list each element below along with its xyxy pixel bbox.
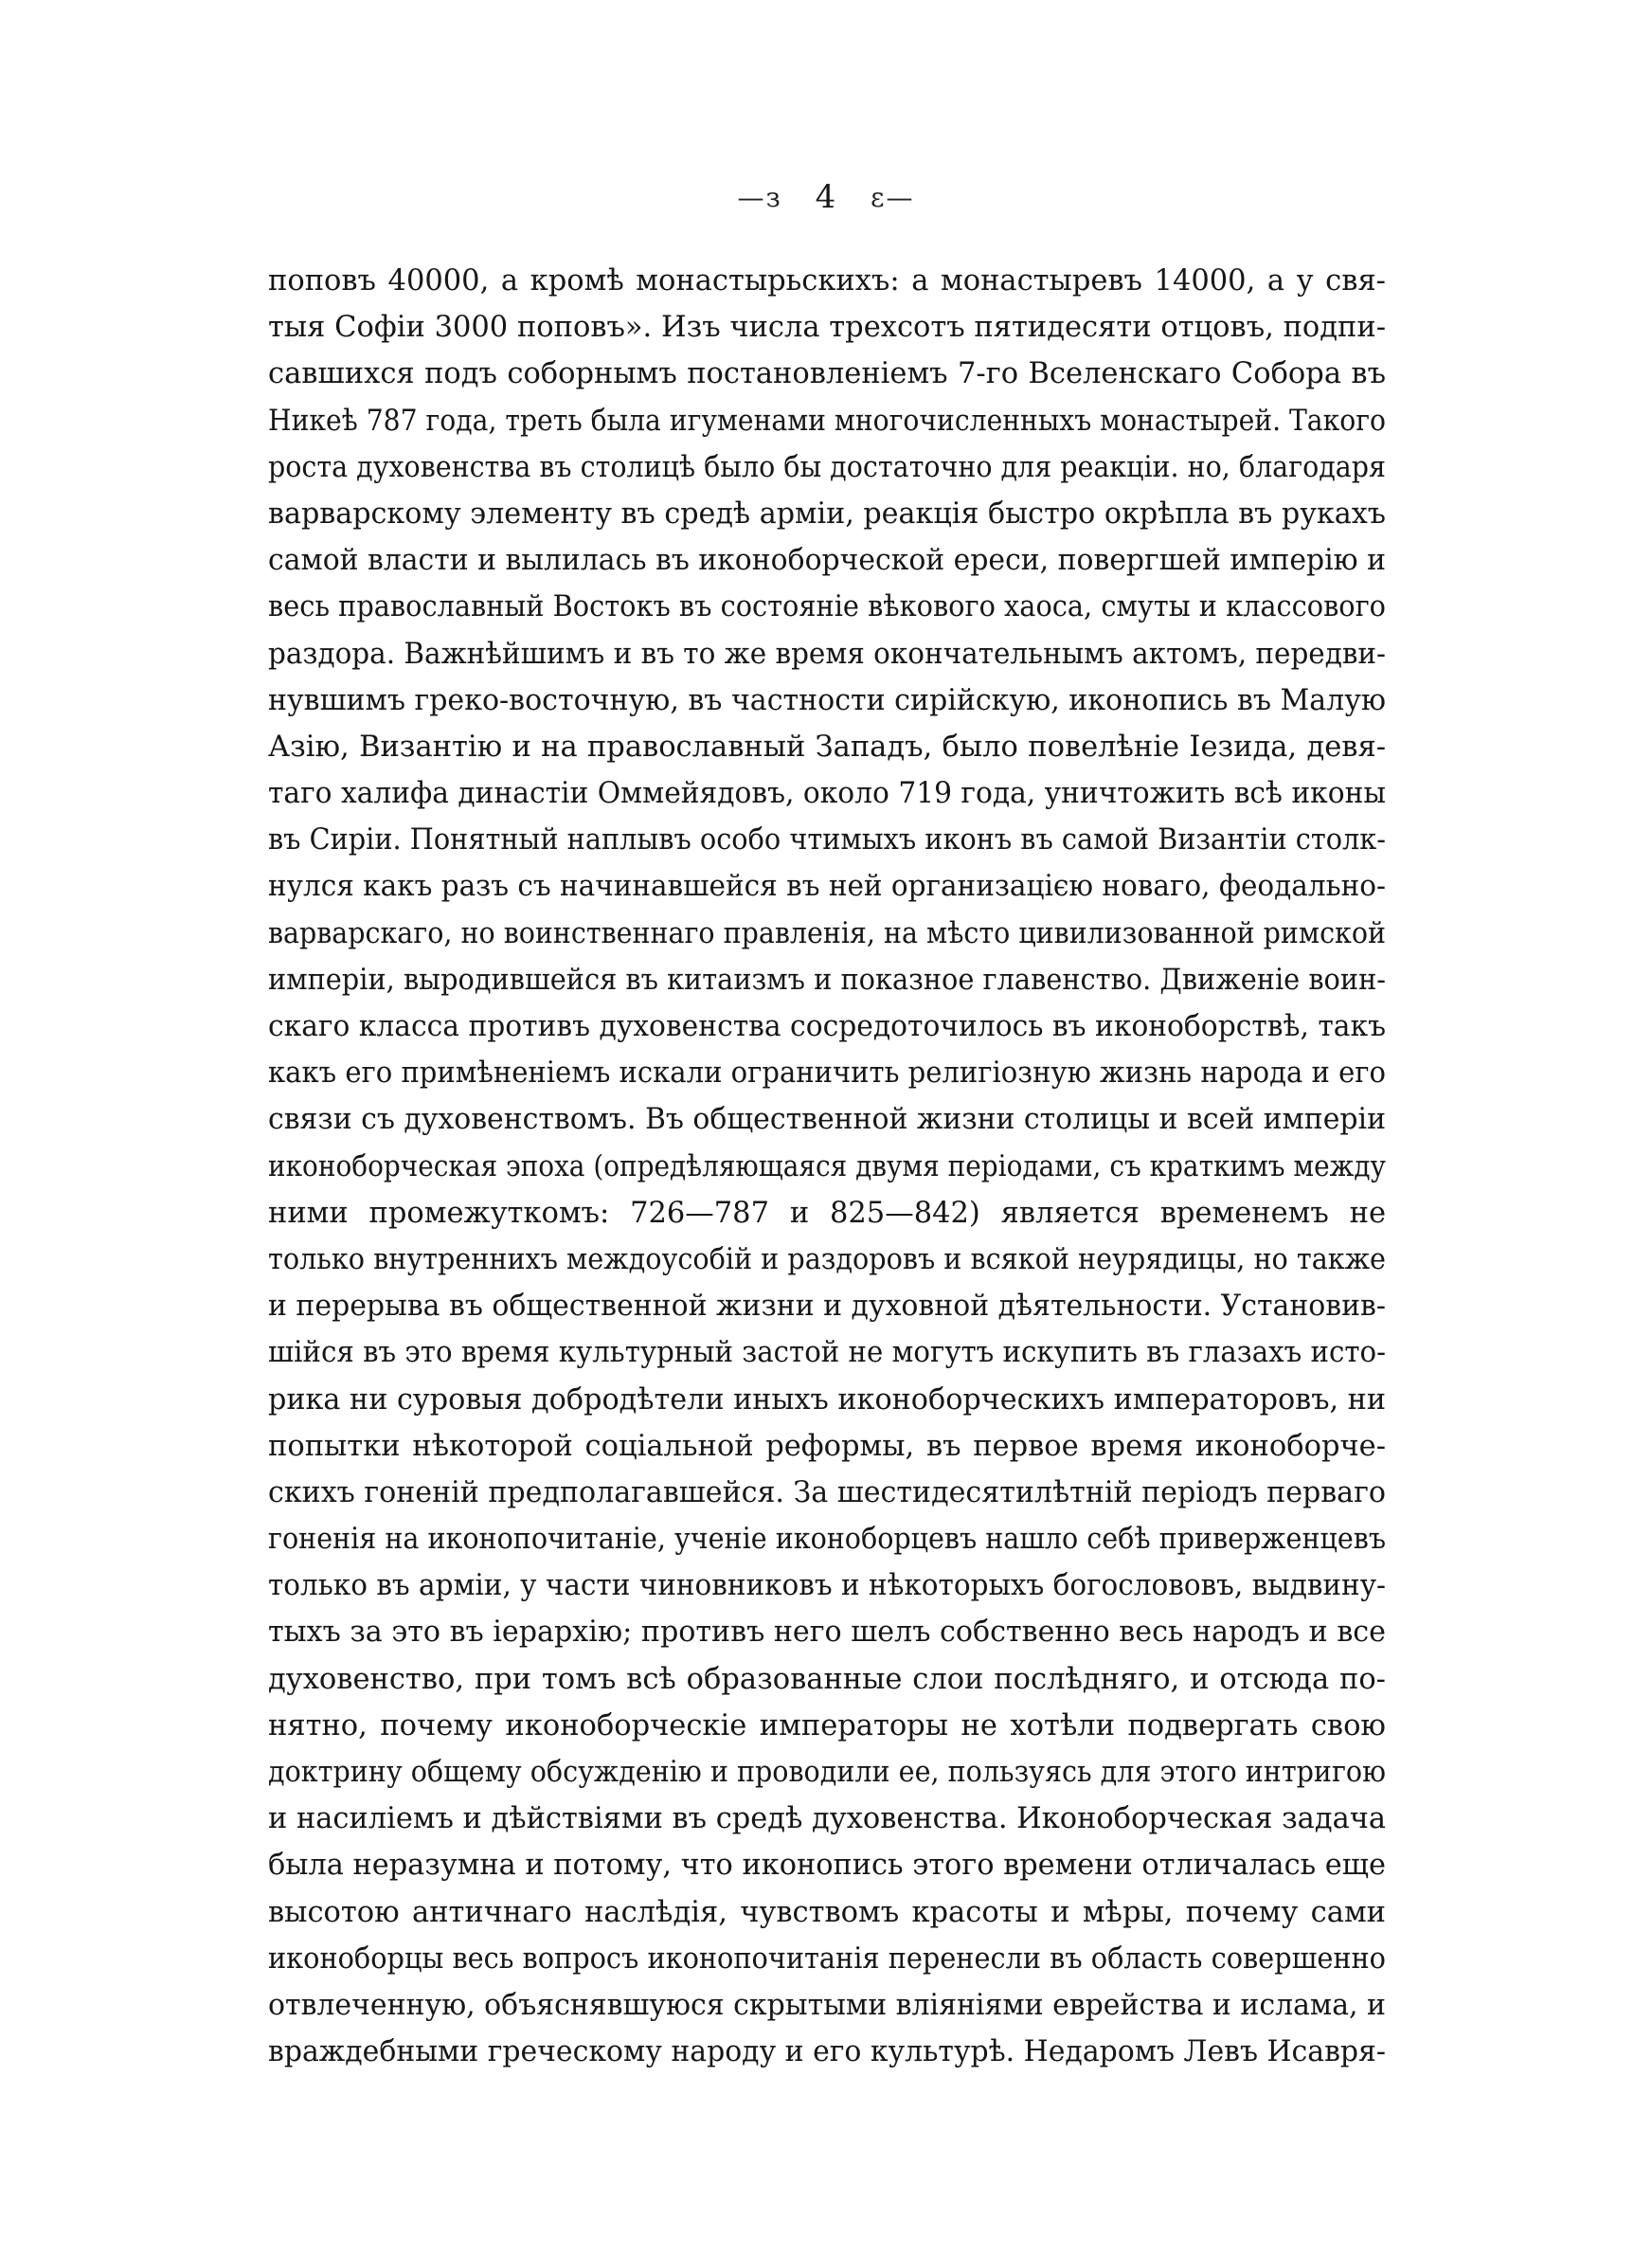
text-line: савшихся подъ соборнымъ постановленіемъ 7-го Вселенскаго Собора въ [268,357,1386,391]
body-text [268,258,1386,2075]
text-line: доктрину общему обсужденію и проводили ее, пользуясь для этого интригою [268,1756,1386,1789]
text-line: только въ арміи, у части чиновниковъ и нѣкоторыхъ богослововъ, выдвину- [268,1569,1386,1603]
text-line: и перерыва въ общественной жизни и духовной дѣятельности. Установив- [268,1290,1386,1324]
text-line: имперіи, выродившейся въ китаизмъ и показное главенство. Движеніе воин- [268,963,1386,997]
text-line: таго халифа династіи Оммейядовъ, около 719 года, уничтожить всѣ иконы [268,777,1386,811]
text-line: шійся въ это время культурный застой не могутъ искупить въ глазахъ исто- [268,1336,1386,1370]
text-line: самой власти и вылилась въ иконоборческой ереси, повергшей имперію и [268,544,1386,578]
text-line: отвлеченную, объяснявшуюся скрытыми вліяніями еврейства и ислама, и [268,1988,1386,2022]
page-header [0,176,1652,216]
text-line: и насиліемъ и дѣйствіями въ средѣ духовенства. Иконоборческая задача [268,1802,1386,1836]
text-line: весь православный Востокъ въ состояніе вѣкового хаоса, смуты и классового [268,590,1386,624]
text-line: была неразумна и потому, что иконопись этого времени отличалась еще [268,1849,1386,1883]
text-line: тыя Софіи 3000 поповъ». Изъ числа трехсотъ пятидесяти отцовъ, подпи- [268,311,1386,345]
text-line: скаго класса противъ духовенства сосредоточилось въ иконоборствѣ, такъ [268,1010,1386,1043]
text-line: Азію, Византію и на православный Западъ, было повелѣніе Іезида, девя- [268,730,1386,764]
text-line: гоненія на иконопочитаніе, ученіе иконоборцевъ нашло себѣ приверженцевъ [268,1523,1386,1557]
text-line: нувшимъ греко-восточную, въ частности сирійскую, иконопись въ Малую [268,683,1386,717]
text-line: нятно, почему иконоборческіе императоры не хотѣли подвергать свою [268,1708,1386,1742]
text-line: враждебными греческому народу и его культурѣ. Недаромъ Левъ Исавря- [268,2035,1386,2069]
text-line: скихъ гоненій предполагавшейся. За шестидесятилѣтній періодъ перваго [268,1475,1386,1509]
text-line: связи съ духовенствомъ. Въ общественной жизни столицы и всей имперіи [268,1103,1386,1137]
text-line: только внутреннихъ междоусобій и раздоровъ и всякой неурядицы, но также [268,1242,1386,1276]
text-line: духовенство, при томъ всѣ образованные слои послѣдняго, и отсюда по- [268,1662,1386,1696]
right-ornament: ε— [871,181,915,213]
text-line: иконоборческая эпоха (опредѣляющаяся двумя періодами, съ краткимъ между [268,1149,1386,1183]
text-line: какъ его примѣненіемъ искали ограничить религіозную жизнь народа и его [268,1056,1386,1091]
text-line: въ Сиріи. Понятный наплывъ особо чтимыхъ иконъ въ самой Византіи столк- [268,823,1386,858]
text-line: попытки нѣкоторой соціальной реформы, въ первое время иконоборче- [268,1429,1386,1463]
text-line: варварскому элементу въ средѣ арміи, реакція быстро окрѣпла въ рукахъ [268,497,1386,531]
text-line: тыхъ за это въ іерархію; противъ него шелъ собственно весь народъ и все [268,1616,1386,1650]
text-line: ними промежуткомъ: 726—787 и 825—842) является временемъ не [268,1196,1386,1230]
text-line: нулся какъ разъ съ начинавшейся въ ней организацією новаго, феодально- [268,870,1386,904]
text-line: варварскаго, но воинственнаго правленія, на мѣсто цивилизованной римской [268,916,1386,950]
text-line: Никеѣ 787 года, треть была игуменами многочисленныхъ монастырей. Такого [268,404,1386,438]
text-line: поповъ 40000, а кромѣ монастырьскихъ: а монастыревъ 14000, а у свя- [268,264,1386,298]
text-line: иконоборцы весь вопросъ иконопочитанія перенесли въ область совершенно [268,1941,1386,1976]
left-ornament: —з [737,181,782,213]
text-line: высотою античнаго наслѣдія, чувствомъ красоты и мѣры, почему сами [268,1895,1386,1929]
text-line: рика ни суровыя добродѣтели иныхъ иконоборческихъ императоровъ, ни [268,1382,1386,1417]
text-line: роста духовенства въ столицѣ было бы достаточно для реакціи. но, благодаря [268,450,1386,484]
page-number: 4 [815,178,838,216]
text-line: раздора. Важнѣйшимъ и въ то же время окончательнымъ актомъ, передви- [268,637,1386,671]
